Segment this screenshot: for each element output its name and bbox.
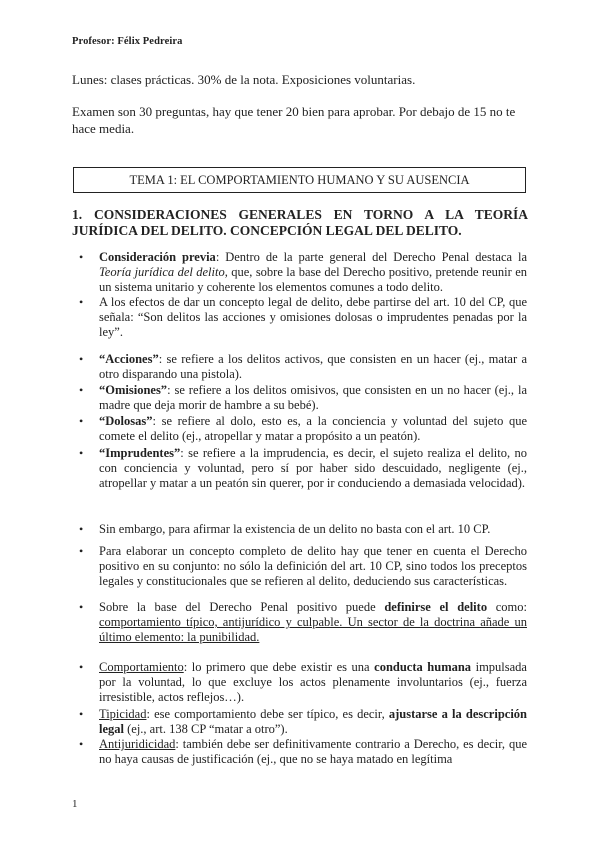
bullet-term: Tipicidad bbox=[99, 707, 147, 721]
bullet-text: A los efectos de dar un concepto legal de delito, debe partirse del art. 10 del CP, que señala: “Son delitos las acciones y omisiones dolosas o imprudentes penadas por la ley”. bbox=[99, 295, 527, 339]
professor-header: Profesor: Félix Pedreira bbox=[72, 36, 183, 47]
bullet-text: como: bbox=[487, 600, 527, 614]
tema-title: TEMA 1: EL COMPORTAMIENTO HUMANO Y SU AUSENCIA bbox=[129, 173, 470, 187]
page-number: 1 bbox=[72, 798, 78, 810]
section-heading: 1. CONSIDERACIONES GENERALES EN TORNO A LA TEORÍA JURÍDICA DEL DELITO. CONCEPCIÓN LEGAL DEL DELITO. bbox=[72, 207, 528, 238]
bullet-text: impulsada por la voluntad, lo que excluye los actos plenamente involuntarios (ej., fuerza irresistible, actos reflejos…). bbox=[99, 660, 527, 704]
bullet-text: : también debe ser definitivamente contrario a Derecho, es decir, que no haya causas de justificación (ej., que no se haya matado en legítima bbox=[99, 737, 527, 766]
bullet-comportamiento bbox=[99, 660, 527, 705]
bullet-definicion-delito bbox=[99, 600, 527, 645]
bullet-tipicidad bbox=[99, 707, 527, 737]
bullet-text: : Dentro de la parte general del Derecho Penal destaca la bbox=[215, 250, 527, 264]
bullet-underlined-text: comportamiento típico, antijurídico y culpable. Un sector de la doctrina añade un último elemento: la punibilidad. bbox=[99, 615, 527, 644]
bullet-text: : se refiere a los delitos omisivos, que consisten en un no hacer (ej., la madre que deja morir de hambre a su bebé). bbox=[99, 383, 527, 412]
bullet-text: Sobre la base del Derecho Penal positivo puede bbox=[99, 600, 385, 614]
bullet-imprudentes bbox=[99, 446, 527, 491]
intro-paragraph-1: Lunes: clases prácticas. 30% de la nota. Exposiciones voluntarias. bbox=[72, 72, 416, 87]
bullet-term: “Dolosas” bbox=[99, 414, 153, 428]
bullet-term: “Imprudentes” bbox=[99, 446, 181, 460]
bullet-term: “Omisiones” bbox=[99, 383, 168, 397]
bullet-text: : se refiere a la imprudencia, es decir, el sujeto realiza el delito, no con conciencia y voluntad, pero sí por haber sido descuidado, negligente (ej., atropellar y matar a un peatón sin querer, por ir conduciendo a demasiada velocidad). bbox=[99, 446, 527, 490]
bullet-term: “Acciones” bbox=[99, 352, 159, 366]
bullet-text: : se refiere a los delitos activos, que consisten en un hacer (ej., matar a otro disparando una pistola). bbox=[99, 352, 527, 381]
bullet-dolosas bbox=[99, 414, 527, 444]
bullet-text: Para elaborar un concepto completo de delito hay que tener en cuenta el Derecho positivo en su conjunto: no sólo la definición del art. 10 CP, sino todos los preceptos legales y constitucionales que se refieren al delito, deduciendo sus características. bbox=[99, 544, 527, 588]
tema-title-box bbox=[73, 167, 526, 193]
bullet-text: : se refiere al dolo, esto es, a la conciencia y voluntad del sujeto que comete el delito (ej., atropellar y matar a propósito a un peatón). bbox=[99, 414, 527, 443]
bullet-text: : lo primero que debe existir es una bbox=[183, 660, 375, 674]
bullet-acciones bbox=[99, 352, 527, 382]
bullet-sin-embargo bbox=[99, 522, 527, 537]
bullet-text: Sin embargo, para afirmar la existencia de un delito no basta con el art. 10 CP. bbox=[99, 522, 491, 536]
bullet-bold-text: conducta humana bbox=[374, 660, 472, 674]
bullet-term: Antijuridicidad bbox=[99, 737, 176, 751]
bullet-term: Comportamiento bbox=[99, 660, 184, 674]
bullet-omisiones bbox=[99, 383, 527, 413]
bullet-bold-text: ajustarse a la descripción legal bbox=[99, 707, 528, 736]
bullet-concepto-legal bbox=[99, 295, 527, 340]
intro-paragraph-2: Examen son 30 preguntas, hay que tener 20 bien para aprobar. Por debajo de 15 no te hace media. bbox=[72, 104, 516, 136]
bullet-italic-text: Teoría jurídica del delito bbox=[99, 265, 225, 279]
bullet-antijuridicidad bbox=[99, 737, 527, 767]
bullet-text: : ese comportamiento debe ser típico, es decir, bbox=[146, 707, 389, 721]
bullet-term: Consideración previa bbox=[99, 250, 216, 264]
bullet-bold-text: definirse el delito bbox=[384, 600, 488, 614]
bullet-consideracion-previa bbox=[99, 250, 527, 295]
bullet-concepto-completo bbox=[99, 544, 527, 589]
bullet-text: (ej., art. 138 CP “matar a otro”). bbox=[124, 722, 288, 736]
bullet-text: , que, sobre la base del Derecho positivo, pretende reunir en un sistema unitario y coherente los elementos comunes a todo delito. bbox=[99, 265, 528, 294]
